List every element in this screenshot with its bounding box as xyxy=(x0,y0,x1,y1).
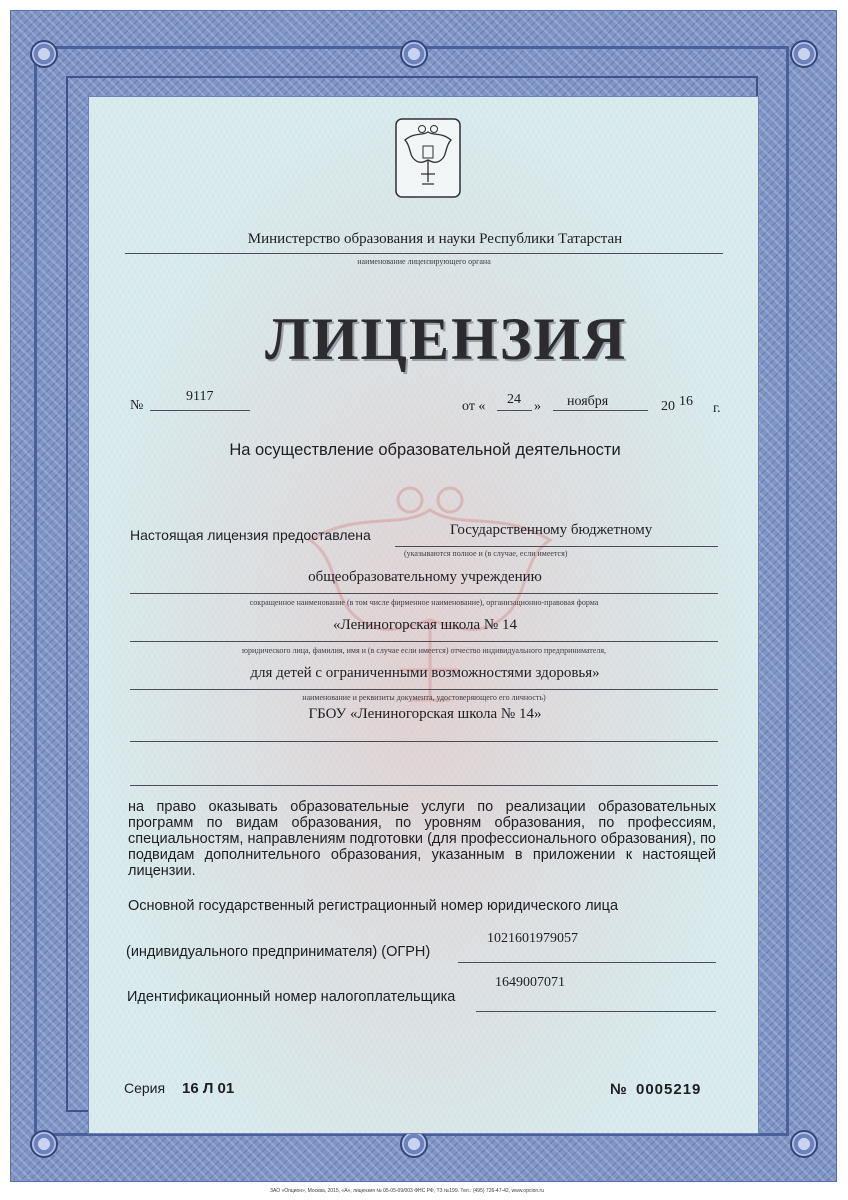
holder-intro: Настоящая лицензия предоставлена xyxy=(130,527,371,543)
form-number-label: № xyxy=(610,1081,627,1098)
rosette-icon xyxy=(790,1130,818,1158)
printer-footer: ЗАО «Опцион», Москва, 2015, «А», лицензия № 05-05-09/003 ФНС РФ, ТЗ №199. Тел.: (495) 726-47-42, www.opcion.ru xyxy=(270,1188,544,1194)
inn-value: 1649007071 xyxy=(495,975,565,990)
holder-caption-3: юридического лица, фамилия, имя и (в случае если имеется) отчество индивидуального предпринимателя, xyxy=(241,646,607,655)
rosette-icon xyxy=(400,1130,428,1158)
coat-of-arms-icon xyxy=(395,118,461,198)
document-title: ЛИЦЕНЗИЯ xyxy=(265,306,628,372)
form-number-value: 0005219 xyxy=(636,1081,702,1098)
ogrn-label-2: (индивидуального предпринимателя) (ОГРН) xyxy=(126,944,431,960)
rosette-icon xyxy=(30,40,58,68)
holder-line-4: для детей с ограниченными возможностями здоровья» xyxy=(250,665,600,681)
holder-line-5: ГБОУ «Лениногорская школа № 14» xyxy=(308,706,542,722)
holder-line-3: «Лениногорская школа № 14 xyxy=(333,617,517,633)
holder-line-1: Государственному бюджетному xyxy=(450,522,653,538)
issuer-name: Министерство образования и науки Республики Татарстан xyxy=(247,231,623,247)
rosette-icon xyxy=(30,1130,58,1158)
date-close-quote: » xyxy=(534,399,541,414)
rights-text: на право оказывать образовательные услуги по реализации образовательных программ по видам образования, по уровням образования, по профессиям, специальностям, направлениям подготовки (для профессионального образования), по подвидам дополнительного образования, указанным в приложении к настоящей лицензии. xyxy=(128,799,716,879)
ogrn-value: 1021601979057 xyxy=(487,931,578,946)
date-day: 24 xyxy=(507,392,521,407)
license-number: 9117 xyxy=(186,389,214,404)
date-year-suffix: 16 xyxy=(679,394,693,409)
issuer-caption: наименование лицензирующего органа xyxy=(357,257,491,266)
holder-caption-2: сокращенное наименование (в том числе фирменное наименование), организационно-правовая форма xyxy=(249,598,599,607)
date-year-prefix: 20 xyxy=(661,399,675,414)
series-label: Серия xyxy=(124,1080,166,1096)
series-value: 16 Л 01 xyxy=(182,1080,235,1097)
date-year-unit: г. xyxy=(713,401,721,416)
holder-line-2: общеобразовательному учреждению xyxy=(308,569,542,585)
number-label: № xyxy=(130,398,144,413)
holder-caption-1: (указываются полное и (в случае, если имеется) xyxy=(404,549,568,558)
license-purpose: На осуществление образовательной деятельности xyxy=(229,441,621,459)
ogrn-label-1: Основной государственный регистрационный номер юридического лица xyxy=(128,898,619,914)
inn-label: Идентификационный номер налогоплательщика xyxy=(127,989,456,1005)
date-from-label: от « xyxy=(462,399,486,414)
rosette-icon xyxy=(400,40,428,68)
rosette-icon xyxy=(790,40,818,68)
date-month: ноября xyxy=(567,394,609,409)
holder-caption-4: наименование и реквизиты документа, удостоверяющего его личность) xyxy=(302,693,546,702)
